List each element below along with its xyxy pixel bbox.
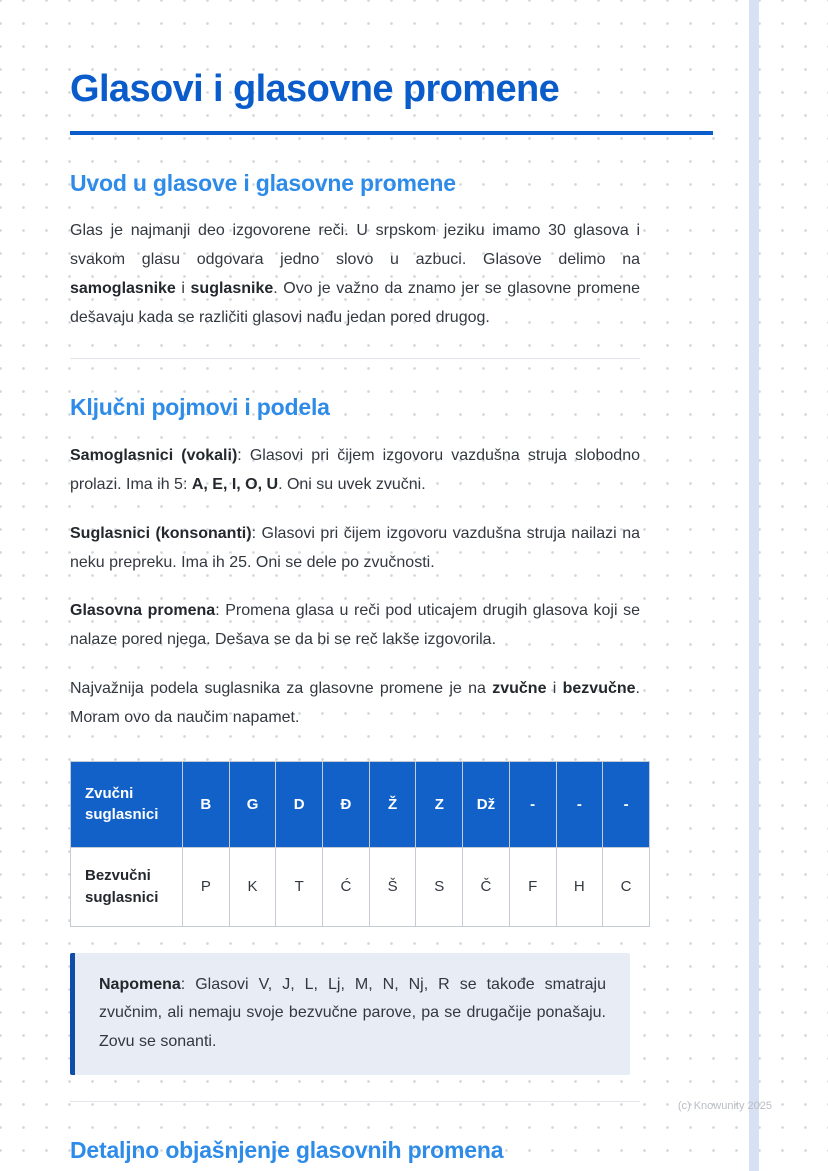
text-run: : Glasovi pri čijem izgovoru vazdušna struja nailazi na neku prepreku. Ima ih 25. Oni se dele po zvučnosti. (70, 524, 640, 571)
text-run: . Moram ovo da naučim napamet. (70, 680, 640, 726)
page-title: Glasovi i glasovne promene (70, 68, 560, 110)
paragraph-podela (70, 675, 640, 733)
notebook-margin-stripe (749, 0, 759, 1171)
text-run-bold: samoglasnike (70, 279, 176, 297)
text-run-bold: A, E, I, O, U (191, 476, 279, 494)
table-header-cell: - (556, 761, 603, 848)
text-run: : Glasovi V, J, L, Lj, M, N, Nj, R se takođe smatraju zvučnim, ali nemaju svoje bezvučne parove, pa se drugačije ponašaju. Zovu se sonanti. (99, 975, 606, 1051)
table-cell: S (416, 848, 463, 927)
section-divider (70, 358, 640, 359)
section-heading-concepts: Ključni pojmovi i podela (70, 394, 330, 421)
table-header-cell: B (183, 761, 230, 848)
table-header-cell: Dž (463, 761, 510, 848)
text-run: : Glasovi pri čijem izgovoru vazdušna struja slobodno prolazi. Ima ih 5: (70, 447, 640, 494)
text-run: . Ovo je važno da znamo jer se glasovne promene dešavaju kada se različiti glasovi nađu jedan pored drugog. (70, 279, 640, 326)
document-content (70, 0, 713, 1165)
table-header-cell: Đ (323, 761, 370, 848)
table-cell: Ć (323, 848, 370, 927)
text-run: Najvažnija podela suglasnika za glasovne promene je na (70, 680, 493, 698)
table-cell: F (509, 848, 556, 927)
consonants-table (70, 761, 650, 927)
table-header-cell: - (509, 761, 556, 848)
note-box (70, 953, 630, 1075)
table-row-zvucni (71, 761, 650, 848)
section-divider (70, 1101, 640, 1102)
text-run-bold: zvučne (492, 680, 547, 698)
table-header-cell: D (276, 761, 323, 848)
table-cell-bezvucni-label: Bezvučni suglasnici (71, 848, 183, 927)
paragraph-vokali (70, 442, 640, 500)
text-run: i (175, 279, 191, 297)
section-heading-details: Detaljno objašnjenje glasovnih promena (70, 1137, 504, 1163)
table-cell: C (603, 848, 650, 927)
intro-paragraph (70, 217, 640, 332)
text-run-bold: Suglasnici (konsonanti) (70, 524, 252, 542)
paragraph-konsonanti (70, 520, 640, 578)
text-run-bold: Glasovna promena (70, 602, 216, 620)
note-label: Napomena (99, 975, 181, 993)
section-heading-intro: Uvod u glasove i glasovne promene (70, 169, 456, 196)
text-run-bold: Samoglasnici (vokali) (70, 447, 238, 465)
text-run-bold: suglasnike (190, 279, 274, 297)
table-cell: K (229, 848, 276, 927)
table-header-cell: Ž (369, 761, 416, 848)
title-underline (70, 131, 713, 135)
text-run-bold: bezvučne (562, 680, 636, 698)
table-header-cell: - (603, 761, 650, 848)
text-run: . Oni su uvek zvučni. (278, 476, 426, 494)
text-run: i (546, 680, 563, 698)
table-row-bezvucni (71, 848, 650, 927)
table-header-zvucni-label: Zvučni suglasnici (71, 761, 183, 848)
table-header-cell: Z (416, 761, 463, 848)
paragraph-glasovna-promena (70, 597, 640, 655)
note-text (99, 971, 606, 1057)
table-cell: Č (463, 848, 510, 927)
text-run: Glas je najmanji deo izgovorene reči. U srpskom jeziku imamo 30 glasova i svakom glasu odgovara jedno slovo u azbuci. Glasove delimo na (70, 222, 640, 269)
table-cell: H (556, 848, 603, 927)
table-header-cell: G (229, 761, 276, 848)
table-cell: Š (369, 848, 416, 927)
footer-credit: (c) Knowunity 2025 (677, 1100, 772, 1112)
table-cell: T (276, 848, 323, 927)
text-run: : Promena glasa u reči pod uticajem drugih glasova koji se nalaze pored njega. Dešava se da bi se reč lakše izgovorila. (70, 602, 641, 649)
table-cell: P (183, 848, 230, 927)
